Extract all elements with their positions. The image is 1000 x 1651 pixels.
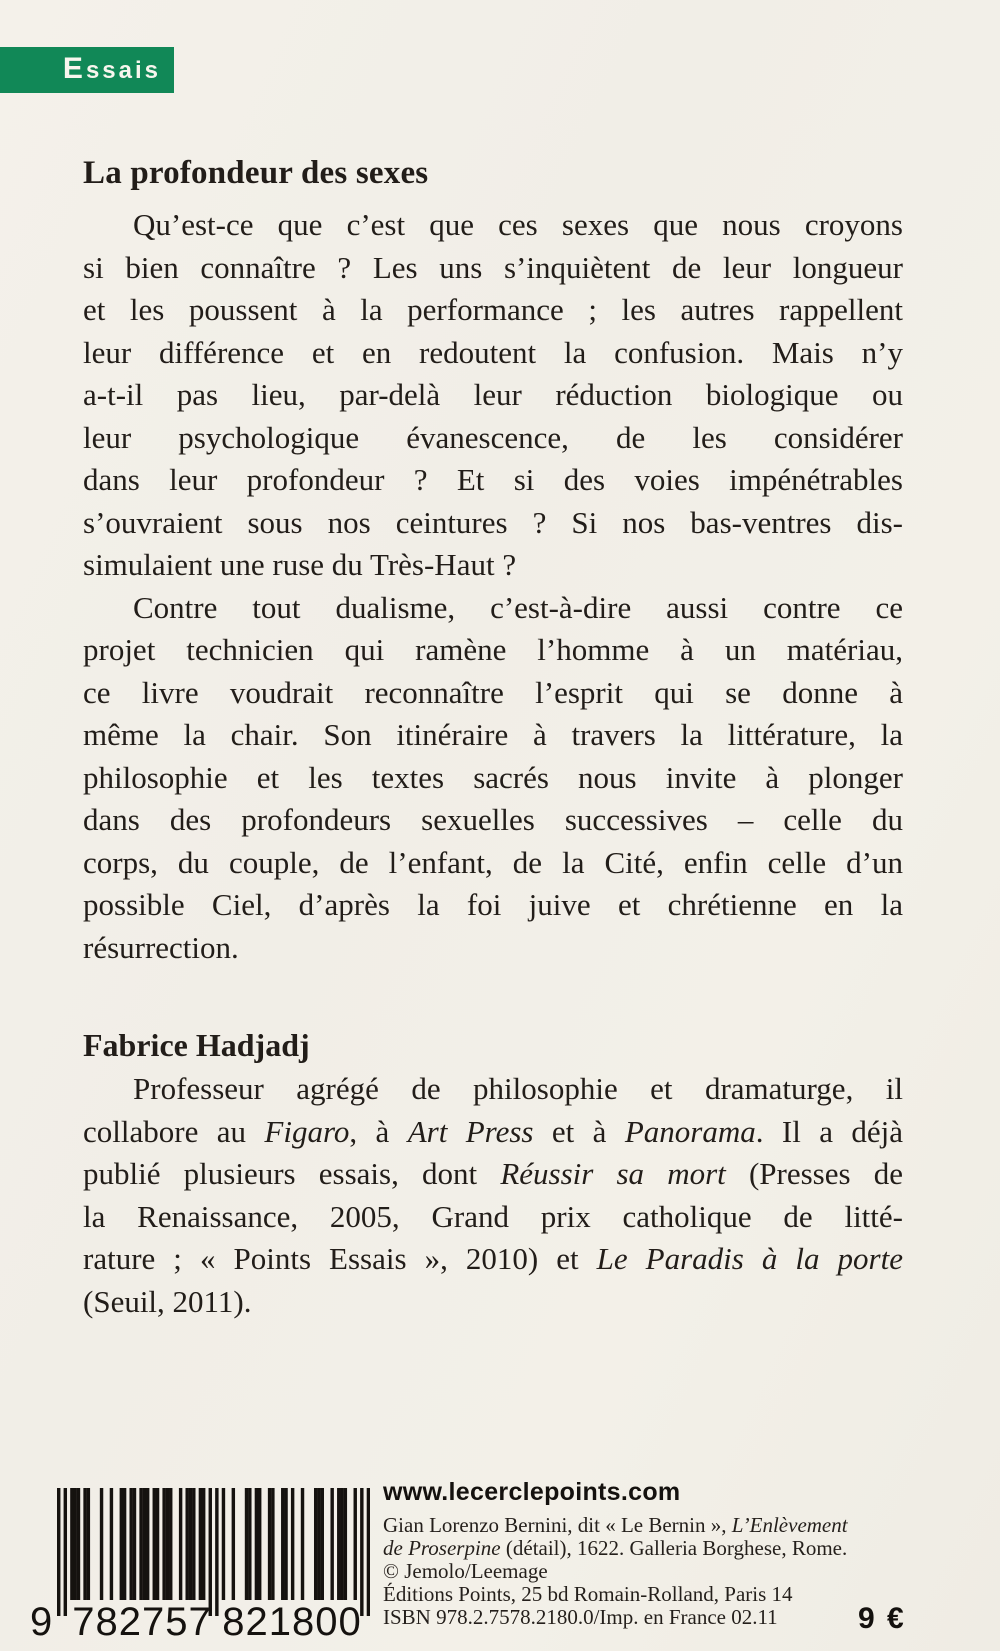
collection-badge [0,47,174,93]
bio-line: collabore au Figaro, à Art Press et à Panorama. Il a déjà [83,1113,904,1149]
barcode [28,1488,378,1644]
book-title: La profondeur des sexes [83,155,429,191]
bio-line: Professeur agrégé de philosophie et dramaturge, il [133,1071,903,1106]
price-label: 9 € [858,1602,906,1635]
credit-line: Gian Lorenzo Bernini, dit « Le Bernin », L’Enlèvement [383,1513,848,1537]
credit-line: ISBN 978.2.7578.2180.0/Imp. en France 02.11 [383,1605,778,1629]
synopsis-line: résurrection. [83,929,239,965]
synopsis-line: s’ouvraient sous nos ceintures ? Si nos bas-ventres dis- [83,504,903,540]
bio-line: la Renaissance, 2005, Grand prix catholique de litté- [83,1198,903,1234]
synopsis-line: Contre tout dualisme, c’est-à-dire aussi contre ce [133,589,903,625]
synopsis-line: ce livre voudrait reconnaître l’esprit qui se donne à [83,674,903,710]
synopsis-line: et les poussent à la performance ; les autres rappellent [83,292,903,327]
barcode-digits-left: 782757 [72,1600,212,1644]
website-url: www.lecerclepoints.com [383,1478,681,1506]
synopsis-line: leur différence et en redoutent la confusion. Mais n’y [83,334,903,370]
credits-block [383,1514,853,1629]
credit-line: Éditions Points, 25 bd Romain-Rolland, Paris 14 [383,1582,793,1606]
author-block [83,1022,903,1323]
synopsis-line: possible Ciel, d’après la foi juive et chrétienne en la [83,887,903,922]
bio-line: (Seuil, 2011). [83,1283,252,1319]
bio-line: rature ; « Points Essais », 2010) et Le Paradis à la porte [83,1241,903,1276]
synopsis-line: a-t-il pas lieu, par-delà leur réduction biologique ou [83,377,903,412]
synopsis-paragraphs [83,204,903,969]
credit-line: © Jemolo/Leemage [383,1559,548,1583]
collection-badge-label: Essais [62,52,161,85]
author-name: Fabrice Hadjadj [83,1027,310,1063]
author-bio [83,1068,903,1323]
synopsis-line: Qu’est-ce que c’est que ces sexes que nous croyons [133,207,903,242]
synopsis-line: dans des profondeurs sexuelles successives – celle du [83,802,903,837]
synopsis-line: corps, du couple, de l’enfant, de la Cité, enfin celle d’un [83,844,903,880]
synopsis-line: simulaient une ruse du Très-Haut ? [83,547,517,582]
synopsis-line: si bien connaître ? Les uns s’inquiètent de leur longueur [83,249,903,285]
barcode-digit-first: 9 [30,1600,53,1644]
barcode-digits-right: 821800 [222,1600,362,1644]
synopsis-line: philosophie et les textes sacrés nous invite à plonger [83,759,903,795]
synopsis-block [83,150,903,969]
synopsis-line: dans leur profondeur ? Et si des voies impénétrables [83,462,903,497]
bio-line: publié plusieurs essais, dont Réussir sa mort (Presses de [83,1156,904,1191]
synopsis-line: projet technicien qui ramène l’homme à un matériau, [83,632,903,667]
synopsis-line: même la chair. Son itinéraire à travers la littérature, la [83,717,903,752]
synopsis-line: leur psychologique évanescence, de les considérer [83,419,903,455]
credit-line: de Proserpine (détail), 1622. Galleria Borghese, Rome. [383,1536,848,1560]
